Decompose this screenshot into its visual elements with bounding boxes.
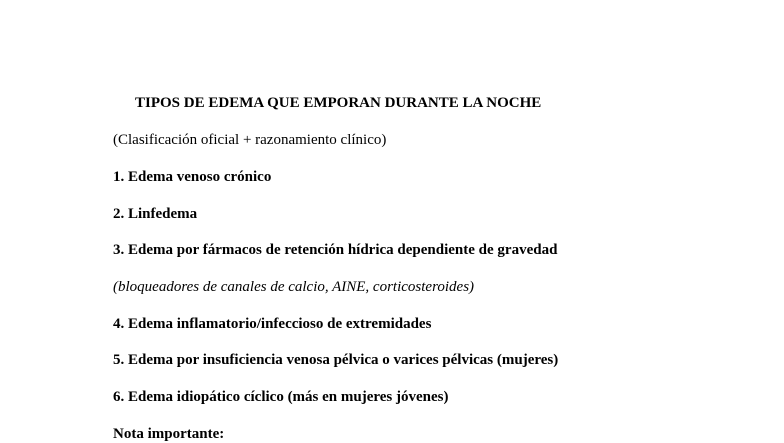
list-item: 3. Edema por fármacos de retención hídrica dependiente de gravedad [113,242,558,258]
list-item: 5. Edema por insuficiencia venosa pélvica o varices pélvicas (mujeres) [113,352,559,368]
list-item: 1. Edema venoso crónico [113,169,272,185]
list-item: 2. Linfedema [113,206,198,222]
important-note-heading: Nota importante: [113,426,225,442]
item-3-note: (bloqueadores de canales de calcio, AINE, corticosteroides) [113,279,475,295]
list-item: 4. Edema inflamatorio/infeccioso de extremidades [113,316,432,332]
document-title: TIPOS DE EDEMA QUE EMPORAN DURANTE LA NOCHE [135,95,542,111]
list-item: 6. Edema idiopático cíclico (más en mujeres jóvenes) [113,389,449,405]
document-subtitle: (Clasificación oficial + razonamiento clínico) [113,132,387,148]
